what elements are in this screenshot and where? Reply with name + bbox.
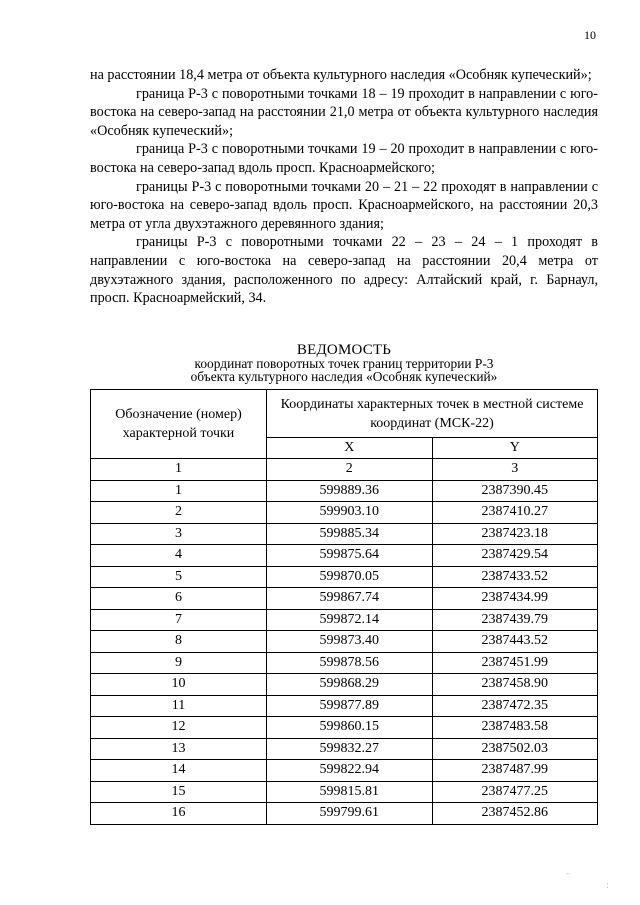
column-number: 3 bbox=[432, 459, 598, 481]
scan-mark: ˉ bbox=[566, 872, 570, 883]
table-cell-x: 599903.10 bbox=[267, 502, 433, 524]
table-cell-point: 10 bbox=[91, 674, 267, 696]
table-cell-y: 2387410.27 bbox=[432, 502, 598, 524]
table-cell-y: 2387434.99 bbox=[432, 588, 598, 610]
table-cell-y: 2387487.99 bbox=[432, 760, 598, 782]
table-cell-y: 2387443.52 bbox=[432, 631, 598, 653]
table-cell-point: 13 bbox=[91, 738, 267, 760]
x-column-header: X bbox=[267, 438, 433, 459]
table-cell-x: 599878.56 bbox=[267, 652, 433, 674]
table-cell-y: 2387483.58 bbox=[432, 717, 598, 739]
scan-mark: : bbox=[606, 880, 609, 891]
table-row bbox=[91, 566, 598, 588]
table-cell-x: 599822.94 bbox=[267, 760, 433, 782]
table-row bbox=[91, 631, 598, 653]
table-cell-point: 16 bbox=[91, 803, 267, 825]
table-cell-x: 599799.61 bbox=[267, 803, 433, 825]
table-cell-point: 8 bbox=[91, 631, 267, 653]
coordinates-header: Координаты характерных точек в местной системе координат (МСК-22) bbox=[267, 390, 598, 438]
table-cell-x: 599885.34 bbox=[267, 523, 433, 545]
table-cell-point: 9 bbox=[91, 652, 267, 674]
table-cell-point: 11 bbox=[91, 695, 267, 717]
table-cell-y: 2387429.54 bbox=[432, 545, 598, 567]
table-row bbox=[91, 738, 598, 760]
table-cell-point: 1 bbox=[91, 480, 267, 502]
table-row bbox=[91, 502, 598, 524]
table-cell-point: 2 bbox=[91, 502, 267, 524]
table-cell-y: 2387390.45 bbox=[432, 480, 598, 502]
table-row bbox=[91, 588, 598, 610]
body-text bbox=[90, 66, 598, 308]
table-cell-x: 599873.40 bbox=[267, 631, 433, 653]
table-row bbox=[91, 609, 598, 631]
table-cell-y: 2387452.86 bbox=[432, 803, 598, 825]
table-cell-y: 2387451.99 bbox=[432, 652, 598, 674]
table-cell-y: 2387472.35 bbox=[432, 695, 598, 717]
paragraph: границы Р-3 с поворотными точками 22 – 23 – 24 – 1 проходят в направлении с юго-востока на северо-запад на расстоянии 20,4 метра от двухэтажного здания, расположенного по адресу: Алтайский край, г. Барнаул, просп. Красноармейский, 34. bbox=[90, 234, 598, 307]
table-cell-point: 12 bbox=[91, 717, 267, 739]
table-cell-x: 599877.89 bbox=[267, 695, 433, 717]
table-cell-x: 599872.14 bbox=[267, 609, 433, 631]
point-column-header: Обозначение (номер) характерной точки bbox=[91, 390, 267, 459]
table-cell-x: 599860.15 bbox=[267, 717, 433, 739]
paragraph: граница Р-3 с поворотными точками 19 – 20 проходит в направлении с юго-востока на северо-запад вдоль просп. Красноармейского; bbox=[90, 141, 598, 176]
table-cell-y: 2387477.25 bbox=[432, 781, 598, 803]
table-cell-point: 3 bbox=[91, 523, 267, 545]
statement-subtitle-object: объекта культурного наследия «Особняк купеческий» bbox=[190, 369, 498, 384]
table-row bbox=[91, 480, 598, 502]
table-cell-y: 2387502.03 bbox=[432, 738, 598, 760]
table-row bbox=[91, 717, 598, 739]
table-row bbox=[91, 781, 598, 803]
table-cell-point: 4 bbox=[91, 545, 267, 567]
table-row bbox=[91, 695, 598, 717]
table-cell-point: 6 bbox=[91, 588, 267, 610]
table-row bbox=[91, 674, 598, 696]
table-cell-x: 599868.29 bbox=[267, 674, 433, 696]
column-number: 1 bbox=[91, 459, 267, 481]
table-row bbox=[91, 652, 598, 674]
table-cell-point: 15 bbox=[91, 781, 267, 803]
table-cell-x: 599815.81 bbox=[267, 781, 433, 803]
statement-title: ВЕДОМОСТЬ bbox=[296, 342, 392, 358]
statement-subtitle: координат поворотных точек границ территории Р-3 bbox=[194, 356, 494, 371]
table-cell-point: 14 bbox=[91, 760, 267, 782]
table-cell-point: 7 bbox=[91, 609, 267, 631]
table-cell-y: 2387423.18 bbox=[432, 523, 598, 545]
table-cell-y: 2387439.79 bbox=[432, 609, 598, 631]
table-row bbox=[91, 803, 598, 825]
table-cell-y: 2387433.52 bbox=[432, 566, 598, 588]
table-row bbox=[91, 545, 598, 567]
column-number: 2 bbox=[267, 459, 433, 481]
table-cell-x: 599889.36 bbox=[267, 480, 433, 502]
page-number: 10 bbox=[584, 28, 596, 42]
paragraph: границы Р-3 с поворотными точками 20 – 21 – 22 проходят в направлении с юго-востока на северо-запад вдоль просп. Красноармейского, на расстоянии 20,3 метра от угла двухэтажного деревянного здания; bbox=[90, 178, 598, 232]
table-cell-point: 5 bbox=[91, 566, 267, 588]
table-row bbox=[91, 523, 598, 545]
paragraph-continuation: на расстоянии 18,4 метра от объекта культурного наследия «Особняк купеческий»; bbox=[90, 67, 592, 83]
table-cell-x: 599870.05 bbox=[267, 566, 433, 588]
table-row bbox=[91, 760, 598, 782]
paragraph: граница Р-3 с поворотными точками 18 – 19 проходит в направлении с юго-востока на северо-запад на расстоянии 21,0 метра от объекта культурного наследия «Особняк купеческий»; bbox=[90, 85, 598, 139]
table-cell-x: 599867.74 bbox=[267, 588, 433, 610]
table-cell-x: 599875.64 bbox=[267, 545, 433, 567]
table-cell-x: 599832.27 bbox=[267, 738, 433, 760]
y-column-header: Y bbox=[432, 438, 598, 459]
coordinates-table bbox=[90, 389, 598, 825]
table-cell-y: 2387458.90 bbox=[432, 674, 598, 696]
